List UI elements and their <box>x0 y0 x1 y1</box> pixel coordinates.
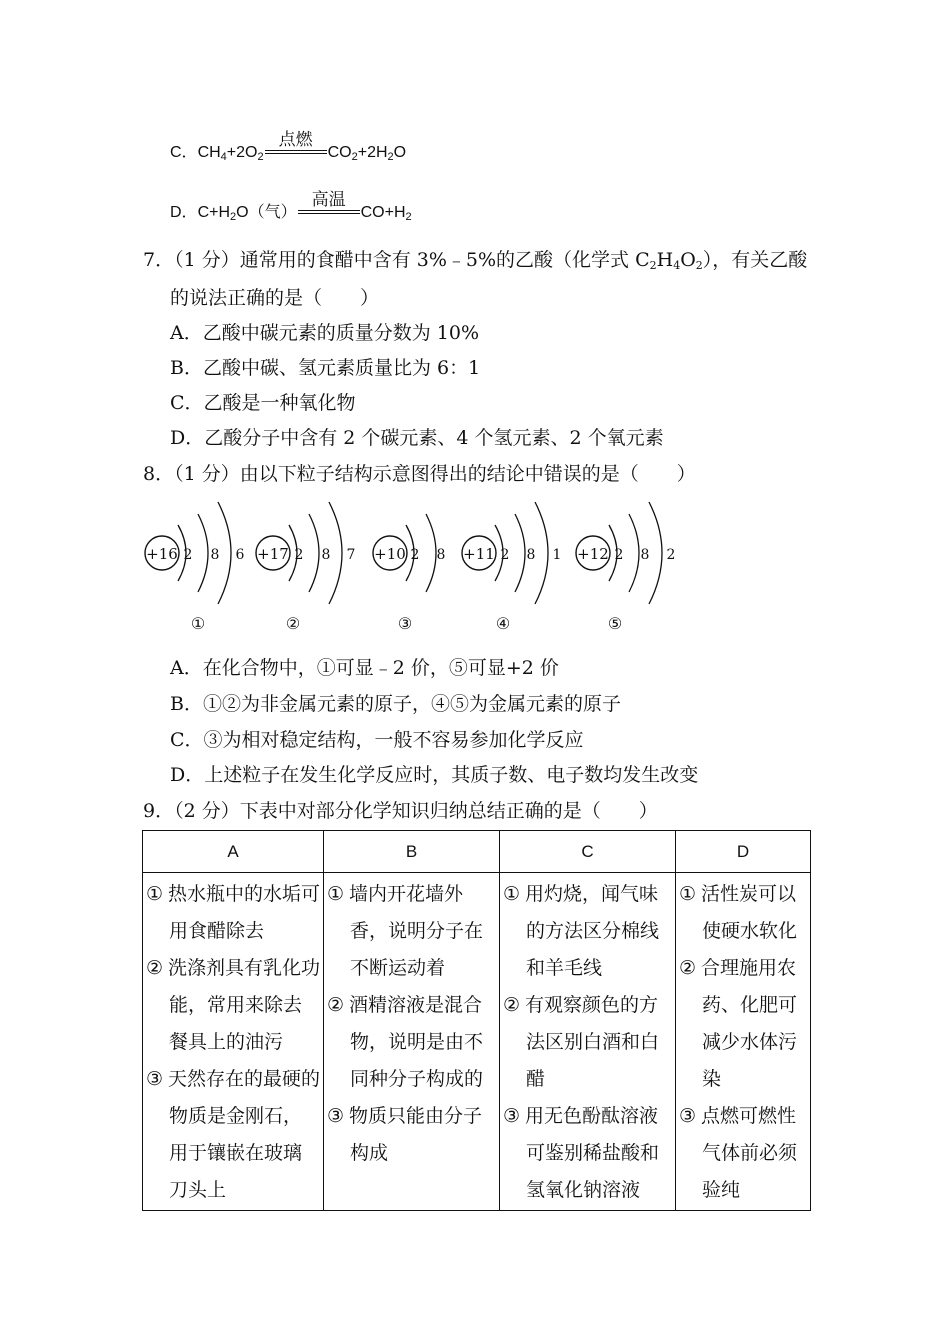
question-text: ），有关乙酸 <box>702 249 808 271</box>
nucleus-charge: +11 <box>463 545 495 563</box>
item-text-line: 醋 <box>526 1068 546 1090</box>
item-number: ② <box>327 994 345 1016</box>
shell-electrons: 2 <box>294 547 304 563</box>
shell-electrons: 2 <box>614 547 624 563</box>
column-header-b: B <box>324 831 500 873</box>
atom-label: ④ <box>495 614 511 633</box>
formula-part: C+H <box>197 204 231 221</box>
cell-column-a <box>143 873 324 1211</box>
item-text-line: 香，说明分子在 <box>350 920 484 942</box>
shell-electrons: 2 <box>666 547 676 563</box>
knowledge-summary-table <box>142 830 811 1211</box>
item-text-line: 墙内开花墙外 <box>349 883 464 905</box>
item-text-line: 用食醋除去 <box>169 920 265 942</box>
atom-diagram-2 <box>256 502 355 633</box>
reaction-condition-arrow <box>265 130 327 161</box>
column-header-d: D <box>676 831 811 873</box>
question-number: 9． <box>143 800 175 822</box>
q6-option-c <box>170 130 407 163</box>
q7-stem-line2: 的说法正确的是（ ） <box>170 287 380 309</box>
atom-label: ② <box>285 614 301 633</box>
item-number: ③ <box>679 1105 697 1127</box>
knowledge-item <box>327 1098 496 1172</box>
item-text-line: 染 <box>702 1068 722 1090</box>
item-text-line: 用于镶嵌在玻璃 <box>169 1142 303 1164</box>
item-number: ① <box>146 883 164 905</box>
item-text-line: 不断运动着 <box>350 957 446 979</box>
table-header-row <box>143 831 811 873</box>
subscript: 2 <box>351 151 358 163</box>
item-text-line: 和羊毛线 <box>526 957 603 979</box>
item-text-line: 用灼烧，闻气味 <box>525 883 659 905</box>
cell-column-c <box>500 873 676 1211</box>
q7-option-a: A．乙酸中碳元素的质量分数为 10% <box>170 322 479 344</box>
atom-diagram-5 <box>576 502 675 633</box>
question-number: 8． <box>143 463 175 485</box>
formula-part: O（气） <box>236 204 297 221</box>
item-text-line: 洗涤剂具有乳化功 <box>168 957 321 979</box>
shell-electrons: 6 <box>235 547 245 563</box>
knowledge-item <box>679 876 807 950</box>
q7-option-b: B．乙酸中碳、氢元素质量比为 6：1 <box>170 357 481 379</box>
knowledge-item <box>503 876 672 987</box>
subscript: 2 <box>257 151 264 163</box>
nucleus-charge: +12 <box>577 545 609 563</box>
formula-part: +2O <box>226 144 258 161</box>
table-row <box>143 873 811 1211</box>
knowledge-item <box>146 1061 320 1209</box>
reaction-condition-arrow <box>298 190 360 221</box>
item-number: ③ <box>146 1068 164 1090</box>
item-number: ① <box>327 883 345 905</box>
shell-electrons: 2 <box>183 547 193 563</box>
atomic-structure-diagrams <box>140 490 700 635</box>
reaction-condition: 高温 <box>311 190 346 210</box>
item-text-line: 用无色酚酞溶液 <box>525 1105 659 1127</box>
item-text-line: 能，常用来除去 <box>169 994 303 1016</box>
q8-option-a: A．在化合物中，①可显﹣2 价，⑤可显+2 价 <box>170 657 559 679</box>
option-prefix: D． <box>170 204 198 221</box>
nucleus-charge: +10 <box>374 545 406 563</box>
q8-stem <box>143 459 696 486</box>
subscript: 4 <box>220 151 227 163</box>
knowledge-item <box>327 987 496 1098</box>
atom-label: ⑤ <box>607 614 623 633</box>
item-text-line: 的方法区分棉线 <box>526 920 660 942</box>
q8-option-d: D．上述粒子在发生化学反应时，其质子数、电子数均发生改变 <box>170 764 699 786</box>
option-prefix: C． <box>170 144 198 161</box>
formula-part: O <box>393 144 407 161</box>
item-number: ② <box>503 994 521 1016</box>
shell-electrons: 8 <box>321 547 331 563</box>
question-text: （2 分）下表中对部分化学知识归纳总结正确的是（ ） <box>174 800 658 822</box>
reaction-condition: 点燃 <box>278 130 313 150</box>
item-text-line: 使硬水软化 <box>702 920 798 942</box>
shell-electrons: 7 <box>346 547 356 563</box>
item-text-line: 有观察颜色的方 <box>525 994 659 1016</box>
q6-option-d <box>170 190 412 223</box>
shell-electrons: 1 <box>552 547 562 563</box>
question-text: （1 分）由以下粒子结构示意图得出的结论中错误的是（ ） <box>174 463 696 485</box>
item-number: ③ <box>327 1105 345 1127</box>
knowledge-item <box>327 876 496 987</box>
shell-electrons: 8 <box>526 547 536 563</box>
item-text-line: 合理施用农 <box>701 957 797 979</box>
column-header-c: C <box>500 831 676 873</box>
q7-option-c: C．乙酸是一种氧化物 <box>170 392 356 414</box>
question-text: （1 分）通常用的食醋中含有 3%﹣5%的乙酸（化学式 C <box>174 249 650 271</box>
shell-electrons: 8 <box>436 547 446 563</box>
item-text-line: 刀头上 <box>169 1179 227 1201</box>
item-number: ① <box>503 883 521 905</box>
formula-part: CH <box>197 144 221 161</box>
q8-option-b: B．①②为非金属元素的原子，④⑤为金属元素的原子 <box>170 693 621 715</box>
q8-option-c: C．③为相对稳定结构，一般不容易参加化学反应 <box>170 729 584 751</box>
knowledge-item <box>503 987 672 1098</box>
subscript: 2 <box>387 151 394 163</box>
column-header-a: A <box>143 831 324 873</box>
item-text-line: 药、化肥可 <box>702 994 798 1016</box>
shell-electrons: 2 <box>410 547 420 563</box>
formula-part: H <box>656 249 674 271</box>
item-number: ② <box>146 957 164 979</box>
question-number: 7． <box>143 249 175 271</box>
atom-label: ③ <box>397 614 413 633</box>
atom-label: ① <box>190 614 206 633</box>
knowledge-item <box>503 1098 672 1209</box>
knowledge-item <box>679 950 807 1098</box>
item-text-line: 物，说明是由不 <box>350 1031 484 1053</box>
nucleus-charge: +16 <box>146 545 178 563</box>
item-number: ③ <box>503 1105 521 1127</box>
item-text-line: 酒精溶液是混合 <box>349 994 483 1016</box>
q7-stem-line1 <box>143 245 807 272</box>
knowledge-item <box>679 1098 807 1209</box>
atom-diagram-1 <box>145 502 245 633</box>
subscript: 2 <box>649 259 657 272</box>
item-text-line: 验纯 <box>702 1179 741 1201</box>
shell-electrons: 8 <box>210 547 220 563</box>
item-text-line: 同种分子构成的 <box>350 1068 484 1090</box>
shell-electrons: 2 <box>500 547 510 563</box>
item-text-line: 热水瓶中的水垢可 <box>168 883 321 905</box>
subscript: 4 <box>673 259 681 272</box>
item-number: ① <box>679 883 697 905</box>
item-text-line: 减少水体污 <box>702 1031 798 1053</box>
item-number: ② <box>679 957 697 979</box>
formula-part: CO+H <box>360 204 406 221</box>
item-text-line: 餐具上的油污 <box>169 1031 284 1053</box>
formula-part: CO <box>327 144 352 161</box>
item-text-line: 气体前必须 <box>702 1142 798 1164</box>
item-text-line: 物质只能由分子 <box>349 1105 483 1127</box>
item-text-line: 氢氧化钠溶液 <box>526 1179 641 1201</box>
subscript: 2 <box>230 211 237 223</box>
item-text-line: 天然存在的最硬的 <box>168 1068 321 1090</box>
atom-diagram-4 <box>462 502 561 633</box>
item-text-line: 物质是金刚石， <box>169 1105 303 1127</box>
item-text-line: 构成 <box>350 1142 389 1164</box>
subscript: 2 <box>405 211 412 223</box>
shell-electrons: 8 <box>640 547 650 563</box>
subscript: 2 <box>695 259 703 272</box>
item-text-line: 点燃可燃性 <box>701 1105 797 1127</box>
formula-part: +2H <box>357 144 388 161</box>
formula-part: O <box>680 249 696 271</box>
atom-diagram-3 <box>373 514 445 633</box>
q9-stem <box>143 796 658 823</box>
q7-option-d: D．乙酸分子中含有 2 个碳元素、4 个氢元素、2 个氧元素 <box>170 427 664 449</box>
item-text-line: 可鉴别稀盐酸和 <box>526 1142 660 1164</box>
item-text-line: 活性炭可以 <box>701 883 797 905</box>
nucleus-charge: +17 <box>257 545 289 563</box>
cell-column-d <box>676 873 811 1211</box>
item-text-line: 法区别白酒和白 <box>526 1031 660 1053</box>
cell-column-b <box>324 873 500 1211</box>
knowledge-item <box>146 950 320 1061</box>
knowledge-item <box>146 876 320 950</box>
